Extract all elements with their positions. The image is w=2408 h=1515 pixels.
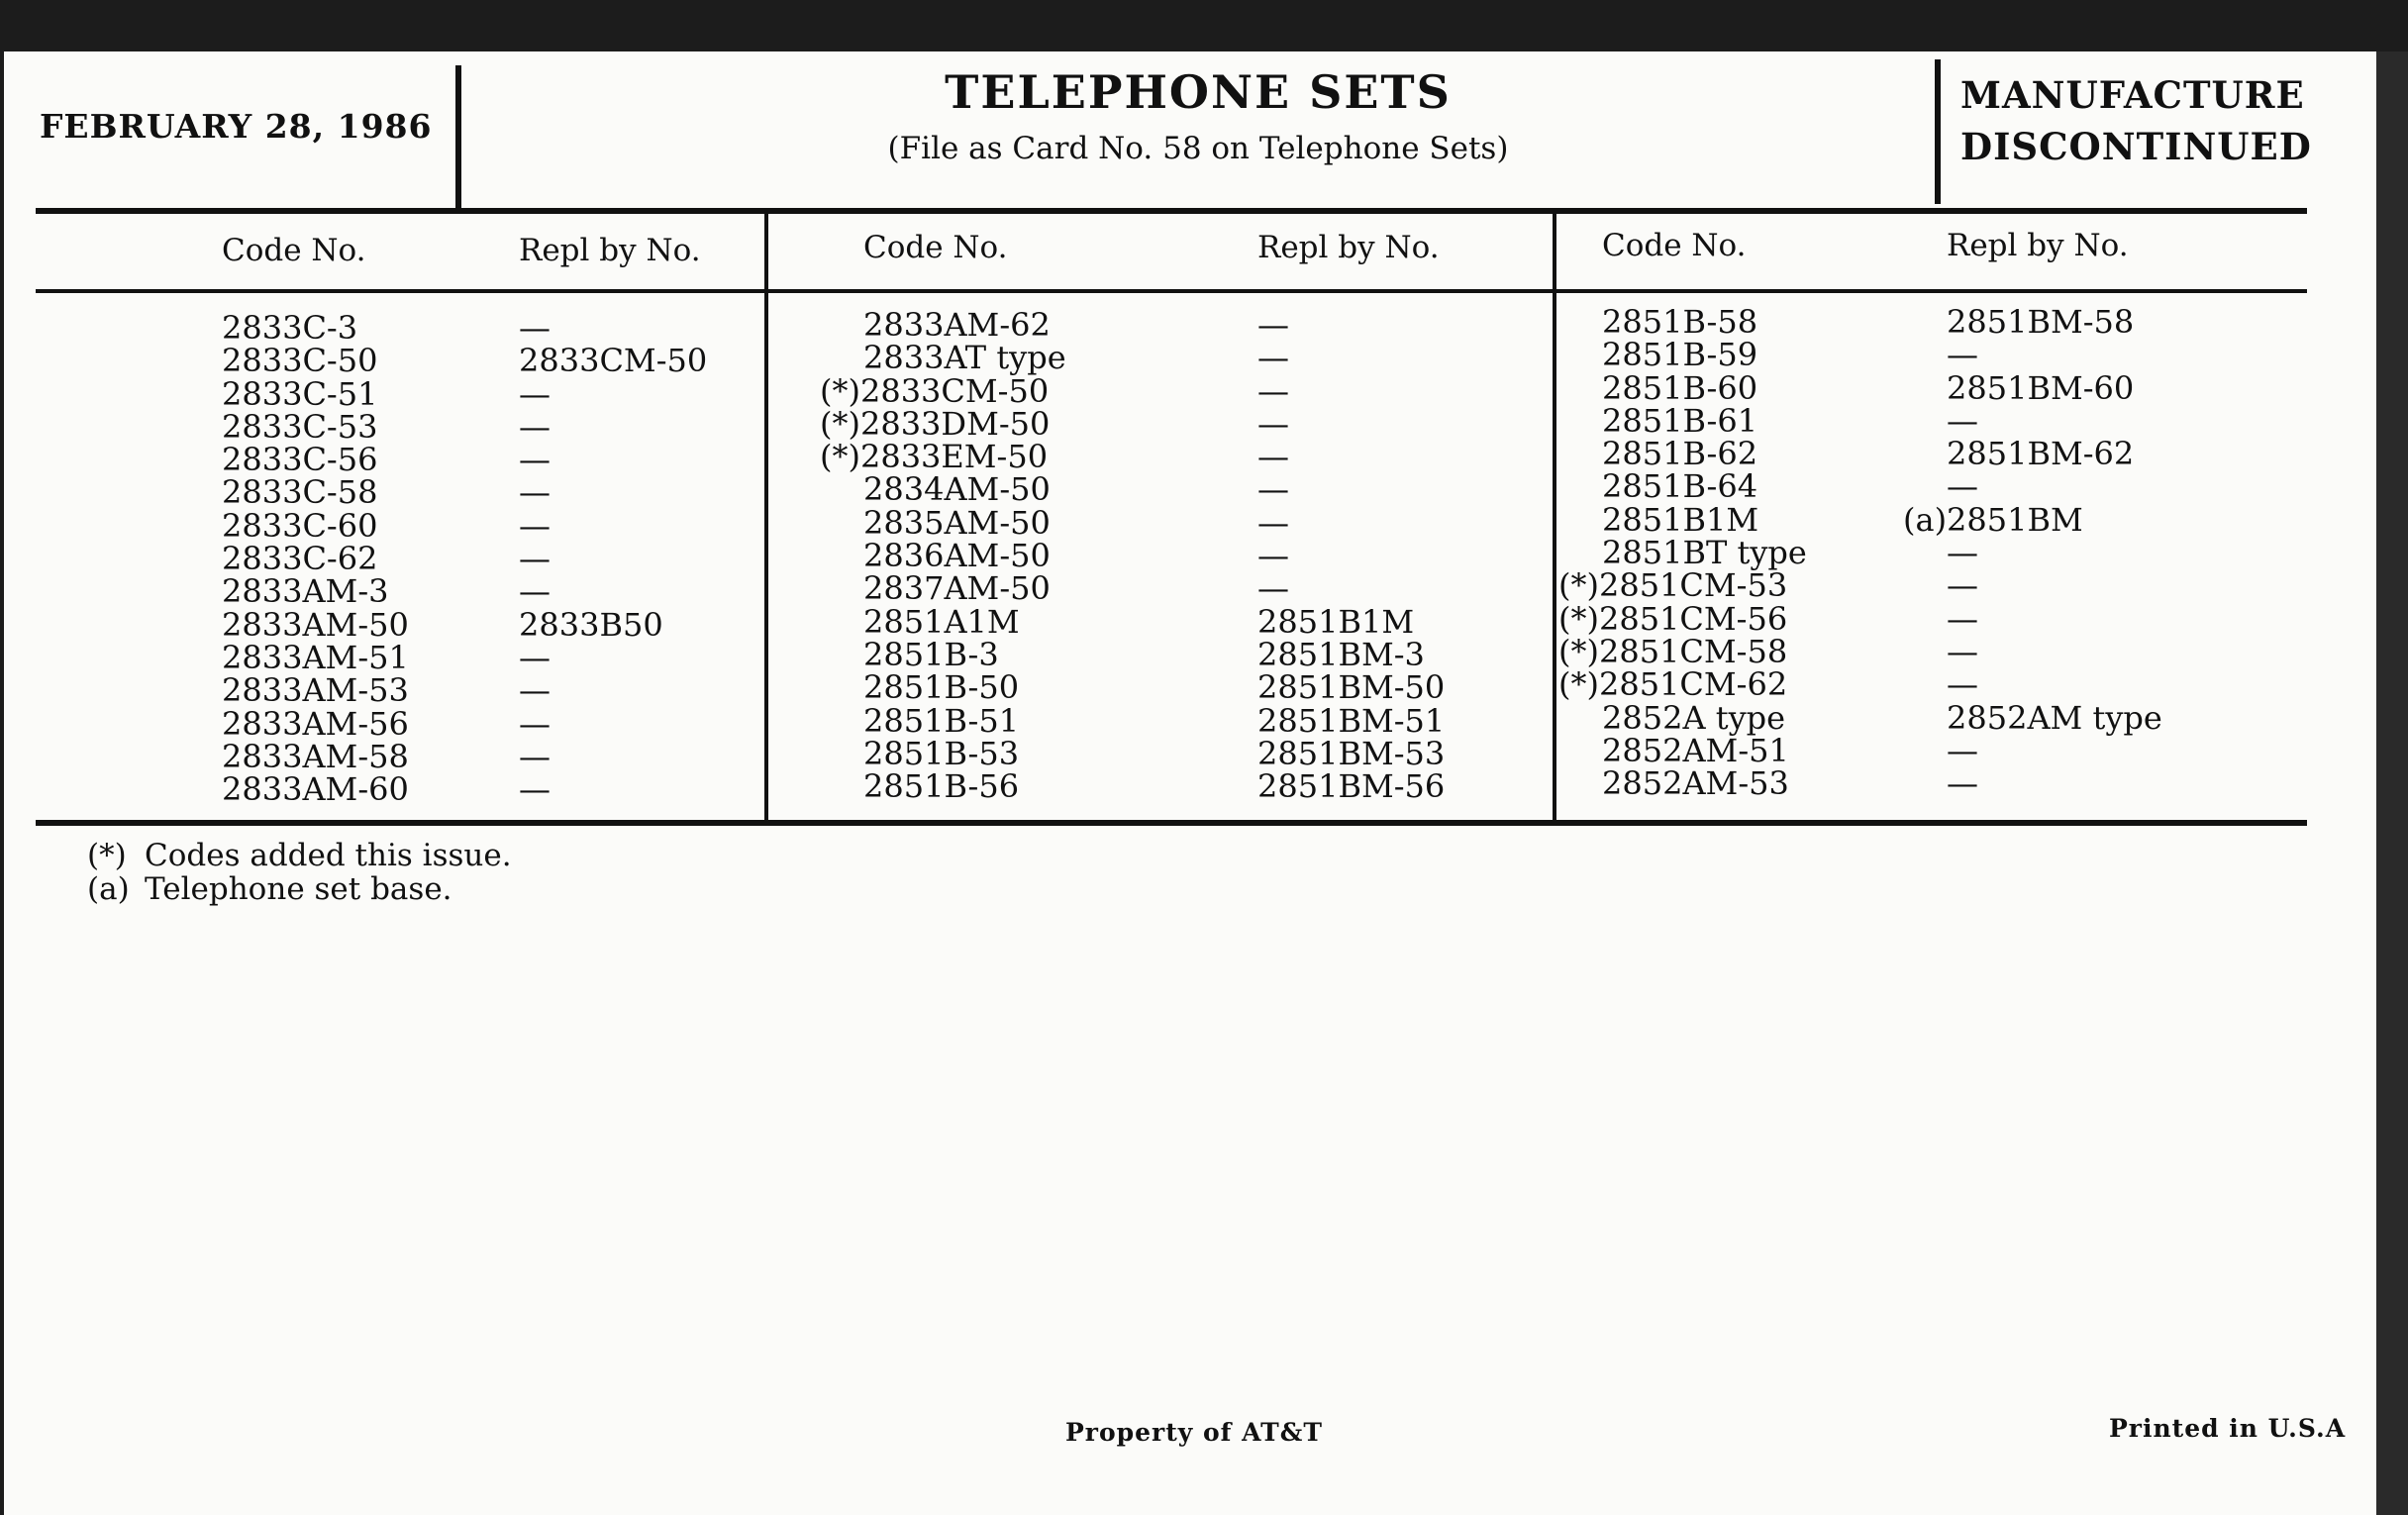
table-cell: — xyxy=(519,473,551,512)
table-cell: 2833AM-60 xyxy=(222,770,409,809)
table-cell: 2833AM-50 xyxy=(222,605,409,644)
table-cell: — xyxy=(519,441,551,479)
table-cell: 2851BM-60 xyxy=(1947,368,2135,407)
column-header-rule xyxy=(36,289,2307,293)
table-cell: 2851B1M xyxy=(1257,602,1415,641)
col3-codes xyxy=(1558,303,1826,803)
table-cell: 2851BM-51 xyxy=(1257,701,1446,740)
table-cell: — xyxy=(1947,632,1978,670)
table-cell: 2852AM type xyxy=(1947,698,2162,737)
printed-notice: Printed in U.S.A xyxy=(2109,1414,2347,1443)
table-cell: 2851B-53 xyxy=(863,734,1020,772)
footnote-a xyxy=(87,871,452,907)
table-cell: — xyxy=(1257,438,1289,476)
table-cell: 2833AM-58 xyxy=(222,737,409,775)
table-cell: 2833AM-53 xyxy=(222,671,409,710)
col1-codes xyxy=(222,309,409,809)
table-cell: — xyxy=(519,737,551,775)
table-cell: 2833AT type xyxy=(863,339,1066,377)
column-divider-1 xyxy=(764,212,768,824)
footnote-mark: (*) xyxy=(87,838,127,873)
table-cell: 2851BM-50 xyxy=(1257,668,1446,707)
table-cell: (*)2833CM-50 xyxy=(820,371,1050,410)
table-cell: — xyxy=(1257,306,1289,344)
table-cell: — xyxy=(1947,764,1978,803)
status-line-1: MANUFACTURE xyxy=(1960,73,2305,117)
table-cell: 2851B-59 xyxy=(1602,336,1758,374)
table-cell: 2851BM-53 xyxy=(1257,734,1446,772)
table-cell: — xyxy=(519,704,551,743)
col1-repl-header: Repl by No. xyxy=(519,233,701,268)
col1-code-header: Code No. xyxy=(222,233,366,268)
table-cell: 2851B-3 xyxy=(863,635,999,673)
table-bottom-rule xyxy=(36,820,2307,826)
table-cell: 2833B50 xyxy=(519,605,663,644)
table-cell: — xyxy=(519,572,551,611)
table-cell: 2833C-51 xyxy=(222,374,378,413)
header-rule xyxy=(36,208,2307,214)
footnote-mark: (a) xyxy=(87,871,130,907)
table-cell: — xyxy=(519,540,551,578)
header-divider-left xyxy=(455,65,461,212)
table-cell: — xyxy=(1947,665,1978,704)
table-cell: — xyxy=(519,506,551,545)
table-cell: 2833C-60 xyxy=(222,506,378,545)
table-cell: 2851B1M xyxy=(1602,500,1759,539)
table-cell: 2851B-51 xyxy=(863,701,1020,740)
column-divider-2 xyxy=(1553,212,1556,824)
table-cell: (*)2833DM-50 xyxy=(820,404,1051,443)
table-cell: 2851BT type xyxy=(1602,534,1807,572)
table-cell: 2851BM-3 xyxy=(1257,635,1425,673)
col3-replacements xyxy=(1903,303,2162,803)
table-cell: 2852AM-53 xyxy=(1602,764,1789,803)
table-cell: 2852A type xyxy=(1602,698,1786,737)
table-cell: 2836AM-50 xyxy=(863,537,1051,575)
table-cell: (*)2851CM-58 xyxy=(1558,632,1788,670)
table-cell: 2833AM-56 xyxy=(222,704,409,743)
table-cell: — xyxy=(519,407,551,446)
table-cell: 2851BM-58 xyxy=(1947,303,2135,341)
col3-repl-header: Repl by No. xyxy=(1947,228,2129,263)
col2-repl-header: Repl by No. xyxy=(1257,230,1440,265)
table-cell: — xyxy=(1257,371,1289,410)
table-cell: 2833C-50 xyxy=(222,342,378,380)
table-cell: 2833AM-62 xyxy=(863,306,1051,344)
table-cell: 2833C-53 xyxy=(222,407,378,446)
table-cell: — xyxy=(1947,731,1978,769)
table-cell: — xyxy=(1947,566,1978,605)
col2-code-header: Code No. xyxy=(863,230,1008,265)
header-divider-right xyxy=(1935,59,1941,204)
table-cell: — xyxy=(1257,503,1289,542)
scan-edge xyxy=(2376,51,2408,1515)
table-cell: (*)2833EM-50 xyxy=(820,438,1049,476)
table-cell: — xyxy=(519,309,551,347)
col2-codes xyxy=(820,306,1087,806)
table-cell: 2833C-62 xyxy=(222,540,378,578)
table-cell: — xyxy=(519,374,551,413)
table-cell: — xyxy=(1947,401,1978,440)
table-cell: (*)2851CM-56 xyxy=(1558,599,1788,638)
table-cell: 2851BM-62 xyxy=(1947,435,2135,473)
table-cell: — xyxy=(1257,537,1289,575)
footnote-text: Codes added this issue. xyxy=(145,838,512,873)
status-label xyxy=(1960,69,2312,172)
table-cell: 2833C-3 xyxy=(222,309,358,347)
footnote-text: Telephone set base. xyxy=(145,871,452,907)
table-cell: 2851B-58 xyxy=(1602,303,1758,341)
table-cell: 2834AM-50 xyxy=(863,470,1051,509)
table-cell: 2835AM-50 xyxy=(863,503,1051,542)
table-cell: — xyxy=(1257,339,1289,377)
table-cell: — xyxy=(519,671,551,710)
table-cell: — xyxy=(1947,336,1978,374)
table-cell: 2833C-58 xyxy=(222,473,378,512)
table-cell: 2852AM-51 xyxy=(1602,731,1789,769)
table-cell: — xyxy=(519,638,551,676)
footnote-asterisk xyxy=(87,838,512,873)
col1-replacements xyxy=(519,309,708,809)
table-cell: 2833CM-50 xyxy=(519,342,708,380)
table-cell: (a)2851BM xyxy=(1903,500,2083,539)
table-cell: 2851B-64 xyxy=(1602,467,1758,506)
table-cell: — xyxy=(519,770,551,809)
status-line-2: DISCONTINUED xyxy=(1960,125,2312,168)
table-cell: 2833C-56 xyxy=(222,441,378,479)
col3-code-header: Code No. xyxy=(1602,228,1747,263)
table-cell: 2851BM-56 xyxy=(1257,767,1446,806)
table-cell: — xyxy=(1947,467,1978,506)
table-cell: 2851B-61 xyxy=(1602,401,1758,440)
table-cell: 2833AM-3 xyxy=(222,572,389,611)
table-cell: — xyxy=(1947,599,1978,638)
table-cell: 2851B-56 xyxy=(863,767,1020,806)
table-cell: — xyxy=(1257,569,1289,608)
table-cell: — xyxy=(1947,534,1978,572)
page-title: TELEPHONE SETS xyxy=(945,65,1452,119)
table-cell: 2851B-50 xyxy=(863,668,1020,707)
table-cell: 2851B-60 xyxy=(1602,368,1758,407)
col2-replacements xyxy=(1257,306,1446,806)
table-cell: — xyxy=(1257,404,1289,443)
table-cell: 2851A1M xyxy=(863,602,1020,641)
table-cell: 2833AM-51 xyxy=(222,638,409,676)
table-cell: (*)2851CM-62 xyxy=(1558,665,1788,704)
page-subtitle: (File as Card No. 58 on Telephone Sets) xyxy=(887,131,1509,166)
table-cell: — xyxy=(1257,470,1289,509)
property-notice: Property of AT&T xyxy=(1065,1418,1323,1447)
table-cell: 2851B-62 xyxy=(1602,435,1758,473)
issue-date: FEBRUARY 28, 1986 xyxy=(40,107,433,146)
table-cell: (*)2851CM-53 xyxy=(1558,566,1788,605)
table-cell: 2837AM-50 xyxy=(863,569,1051,608)
